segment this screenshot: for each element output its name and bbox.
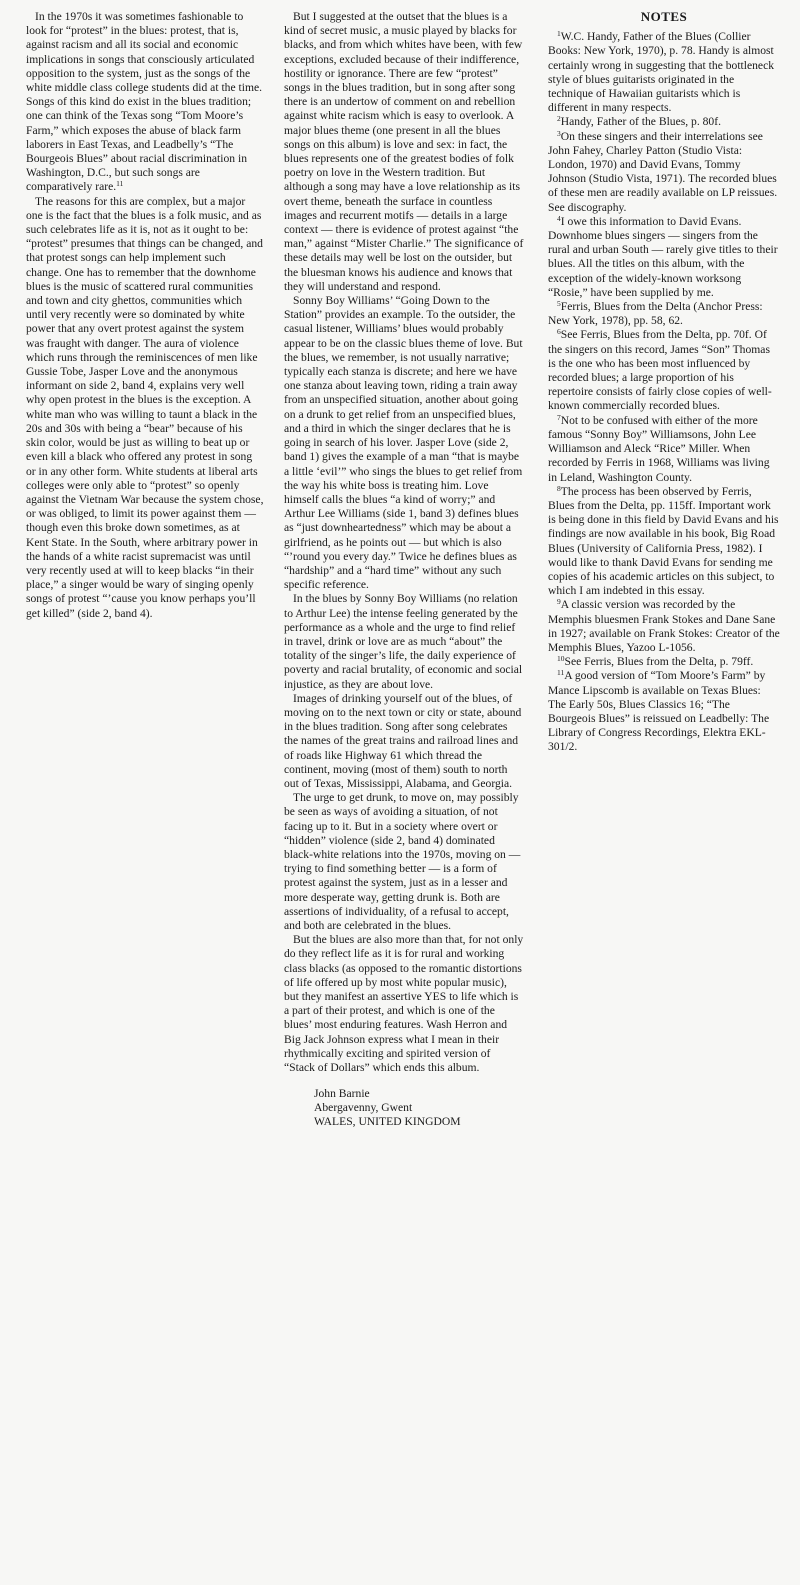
note-number: 2: [557, 114, 561, 124]
paragraph-text: In the 1970s it was sometimes fashionable to look for “protest” in the blues: protest, that is, against racism and all its social and economic implications in songs that consciously articulated opposition to the system, just as the songs of the white middle class college students did at the time. Songs of this kind do exist in the blues tradition; one can think of the Texas song “Tom Moore’s Farm,” which exposes the abuse of black farm laborers in East Texas, and Leadbelly’s “The Bourgeois Blues” about racial discrimination in Washington, D.C., but such songs are comparatively rare.: [26, 10, 263, 194]
note-number: 9: [557, 597, 561, 607]
note-number: 11: [557, 668, 565, 678]
note-text: On these singers and their interrelations see John Fahey, Charley Patton (Studio Vista: London, 1970) and David Evans, Tommy Johnson (Studio Vista, 1971). The recorded blues of these men are readily available on LP reissues. See discography.: [548, 129, 778, 214]
note-text: The process has been observed by Ferris, Blues from the Delta, pp. 115ff. Important work is being done in this field by David Evans and his findings are now available in his book, Big Road Blues (University of California Press, 1982). I would like to thank David Evans for sending me copies of his academic articles on this subject, to which I am indebted in this essay.: [548, 484, 779, 598]
note-item: [548, 669, 780, 754]
note-item: [548, 130, 780, 215]
paragraph: But the blues are also more than that, for not only do they reflect life as it is for rural and working class blacks (as opposed to the romantic distortions of life offered up by most white popular music), but they manifest an assertive YES to life which is a part of their protest, and which is one of the blues’ most enduring features. Wash Herron and Big Jack Johnson express what I mean in their rhythmically exciting and spirited version of “Stack of Dollars” which ends this album.: [284, 933, 524, 1075]
author-city: Abergavenny, Gwent: [314, 1101, 413, 1115]
author-name: John Barnie: [314, 1087, 370, 1101]
note-text: See Ferris, Blues from the Delta, p. 79ff.: [564, 655, 754, 669]
paragraph: Images of drinking yourself out of the blues, of moving on to the next town or city or state, abound in the blues tradition. Song after song celebrates the names of the great trains and railroad lines and of roads like Highway 61 which thread the continent, moving (most of them) south to north out of Texas, Mississippi, Alabama, and Georgia.: [284, 691, 522, 790]
note-text: Not to be confused with either of the more famous “Sonny Boy” Williamsons, John Lee Williamson and Aleck “Rice” Miller. When recorded by Ferris in 1968, Williams was living in Leland, Washington County.: [548, 413, 770, 484]
paragraph: [26, 10, 264, 195]
note-item: [548, 655, 780, 669]
notes-column: [548, 10, 780, 755]
note-number: 6: [557, 327, 561, 337]
note-item: [548, 115, 780, 129]
note-number: 10: [557, 654, 565, 664]
note-item: [548, 30, 780, 115]
note-text: A classic version was recorded by the Memphis bluesmen Frank Stokes and Dane Sane in 1927; available on Frank Stokes: Creator of the Memphis Blues, Yazoo L-1056.: [548, 598, 780, 654]
note-number: 1: [557, 29, 561, 39]
paragraph: The urge to get drunk, to move on, may possibly be seen as ways of avoiding a situation, of not facing up to it. But in a society where overt or “hidden” violence (side 2, band 4) dominated black-white relations into the 1970s, moving on — trying to find something better — is a form of protest against the system, just as in a lesser and more desperate way, getting drunk is. Both are assertions of individuality, of a refusal to accept, and both are celebrated in the blues.: [284, 791, 521, 932]
note-item: [548, 485, 780, 599]
note-text: W.C. Handy, Father of the Blues (Collier Books: New York, 1970), p. 78. Handy is almost certainly wrong in suggesting that the bottleneck style of blues guitarists originated in the technique of Hawaiian guitarists which is different in many respects.: [548, 30, 775, 115]
note-text: Ferris, Blues from the Delta (Anchor Press: New York, 1978), pp. 58, 62.: [548, 300, 763, 328]
paragraph: Sonny Boy Williams’ “Going Down to the Station” provides an example. To the outsider, the casual listener, Williams’ blues would probably appear to be on the classic blues theme of love. But the blues, we remember, is not usually narrative; typically each stanza is discrete; and here we have one stanza about leaving town, riding a train away from an unspecified situation, another about going on a drunk to get relief from an unspecified blues, and a third in which the singer declares that he is going in search of his lover. Jasper Love (side 2, band 1) gives the example of a man “that is maybe a little ‘evil’” who sings the blues to get relief from the way his white boss is treating him. Love himself calls the blues “a kind of worry;” and Arthur Lee Williams (side 1, band 3) defines blues as “just downheartedness” which may be about a girlfriend, as he points out — but which is also “’round you every day.” Twice he defines blues as “hardship” and a “hard time” without any such specific reference.: [284, 294, 523, 592]
note-number: 3: [557, 128, 561, 138]
note-text: See Ferris, Blues from the Delta, pp. 70f. Of the singers on this record, James “Son” Thomas is the one who has been most influenced by recorded blues; a large proportion of his repertoire consists of fairly close copies of well-known commercially recorded blues.: [548, 328, 772, 413]
column-1: [26, 10, 264, 621]
note-number: 7: [557, 412, 561, 422]
footnote-ref: 11: [116, 179, 124, 189]
note-item: [548, 215, 780, 300]
note-text: Handy, Father of the Blues, p. 80f.: [560, 115, 721, 129]
note-text: I owe this information to David Evans. Downhome blues singers — singers from the rural and urban South — rarely give titles to their blues. All the titles on this album, with the exception of the widely-known worksong “Rosie,” have been supplied by me.: [548, 214, 778, 299]
note-number: 8: [557, 483, 561, 493]
signature: [284, 1087, 524, 1129]
note-item: [548, 328, 780, 413]
note-number: 5: [557, 299, 561, 309]
note-item: [548, 414, 780, 485]
note-number: 4: [557, 213, 561, 223]
paragraph: But I suggested at the outset that the blues is a kind of secret music, a music played by blacks for blacks, and from which whites have been, with few exceptions, excluded because of their indifference, hostility or ignorance. There are few “protest” songs in the blues tradition, but in song after song there is an undertow of comment on and rebellion against white racism which is easy to overlook. A major blues theme (one present in all the blues songs on this album) is love and sex: in fact, the blues represents one of the greatest bodies of folk poetry on love in the Western tradition. But although a song may have a love relationship as its overt theme, beneath the surface in countless images and recurrent motifs — details in a large context — there is evidence of protest against “the man,” against “Mister Charlie.” The significance of these details may well be lost on the outsider, but the bluesman knows his audience and knows that they will understand and respond.: [284, 10, 524, 293]
author-country: WALES, UNITED KINGDOM: [314, 1115, 461, 1129]
note-text: A good version of “Tom Moore’s Farm” by Mance Lipscomb is available on Texas Blues: The Early 50s, Blues Classics 16; “The Bourgeois Blues” is reissued on Leadbelly: The Library of Congress Recordings, Elektra EKL-301/2.: [548, 669, 770, 754]
note-item: [548, 300, 780, 328]
paragraph: In the blues by Sonny Boy Williams (no relation to Arthur Lee) the intense feeling generated by the performance as a whole and the urge to find relief in travel, drink or love are as much “about” the totality of the singer’s life, the daily experience of poverty and racial brutality, of economic and social injustice, as they are about love.: [284, 592, 523, 691]
paragraph: The reasons for this are complex, but a major one is the fact that the blues is a folk music, and as such celebrates life as it is, not as it ought to be: “protest” presumes that things can be changed, and that protest songs can help implement such change. One has to remember that the downhome blues is the music of scattered rural communities and town and city ghettos, communities which until very recently were so dominated by white power that any overt protest against the system was fraught with danger. The aura of violence which runs through the reminiscences of men like Gussie Tobe, Jasper Love and the anonymous informant on side 2, band 4, explains very well why open protest in the blues is the exception. A white man who was willing to taunt a black in the 20s and 30s with being a “bear” because of his skin color, would be just as willing to beat up or even kill a black who offered any protest in song or in any other form. White students at liberal arts colleges were only able to “protest” so openly against the Vietnam War because the system chose, or was obliged, to limit its power against them — though even this broke down sometimes, as at Kent State. In the South, where arbitrary power in the hands of a white racist supremacist was until very recently used at will to keep blacks “in their place,” a singer would be wary of singing openly songs of protest “’cause you know perhaps you’ll get killed” (side 2, band 4).: [26, 194, 264, 620]
column-2: [284, 10, 524, 1129]
note-item: [548, 598, 780, 655]
notes-title: NOTES: [640, 9, 688, 24]
